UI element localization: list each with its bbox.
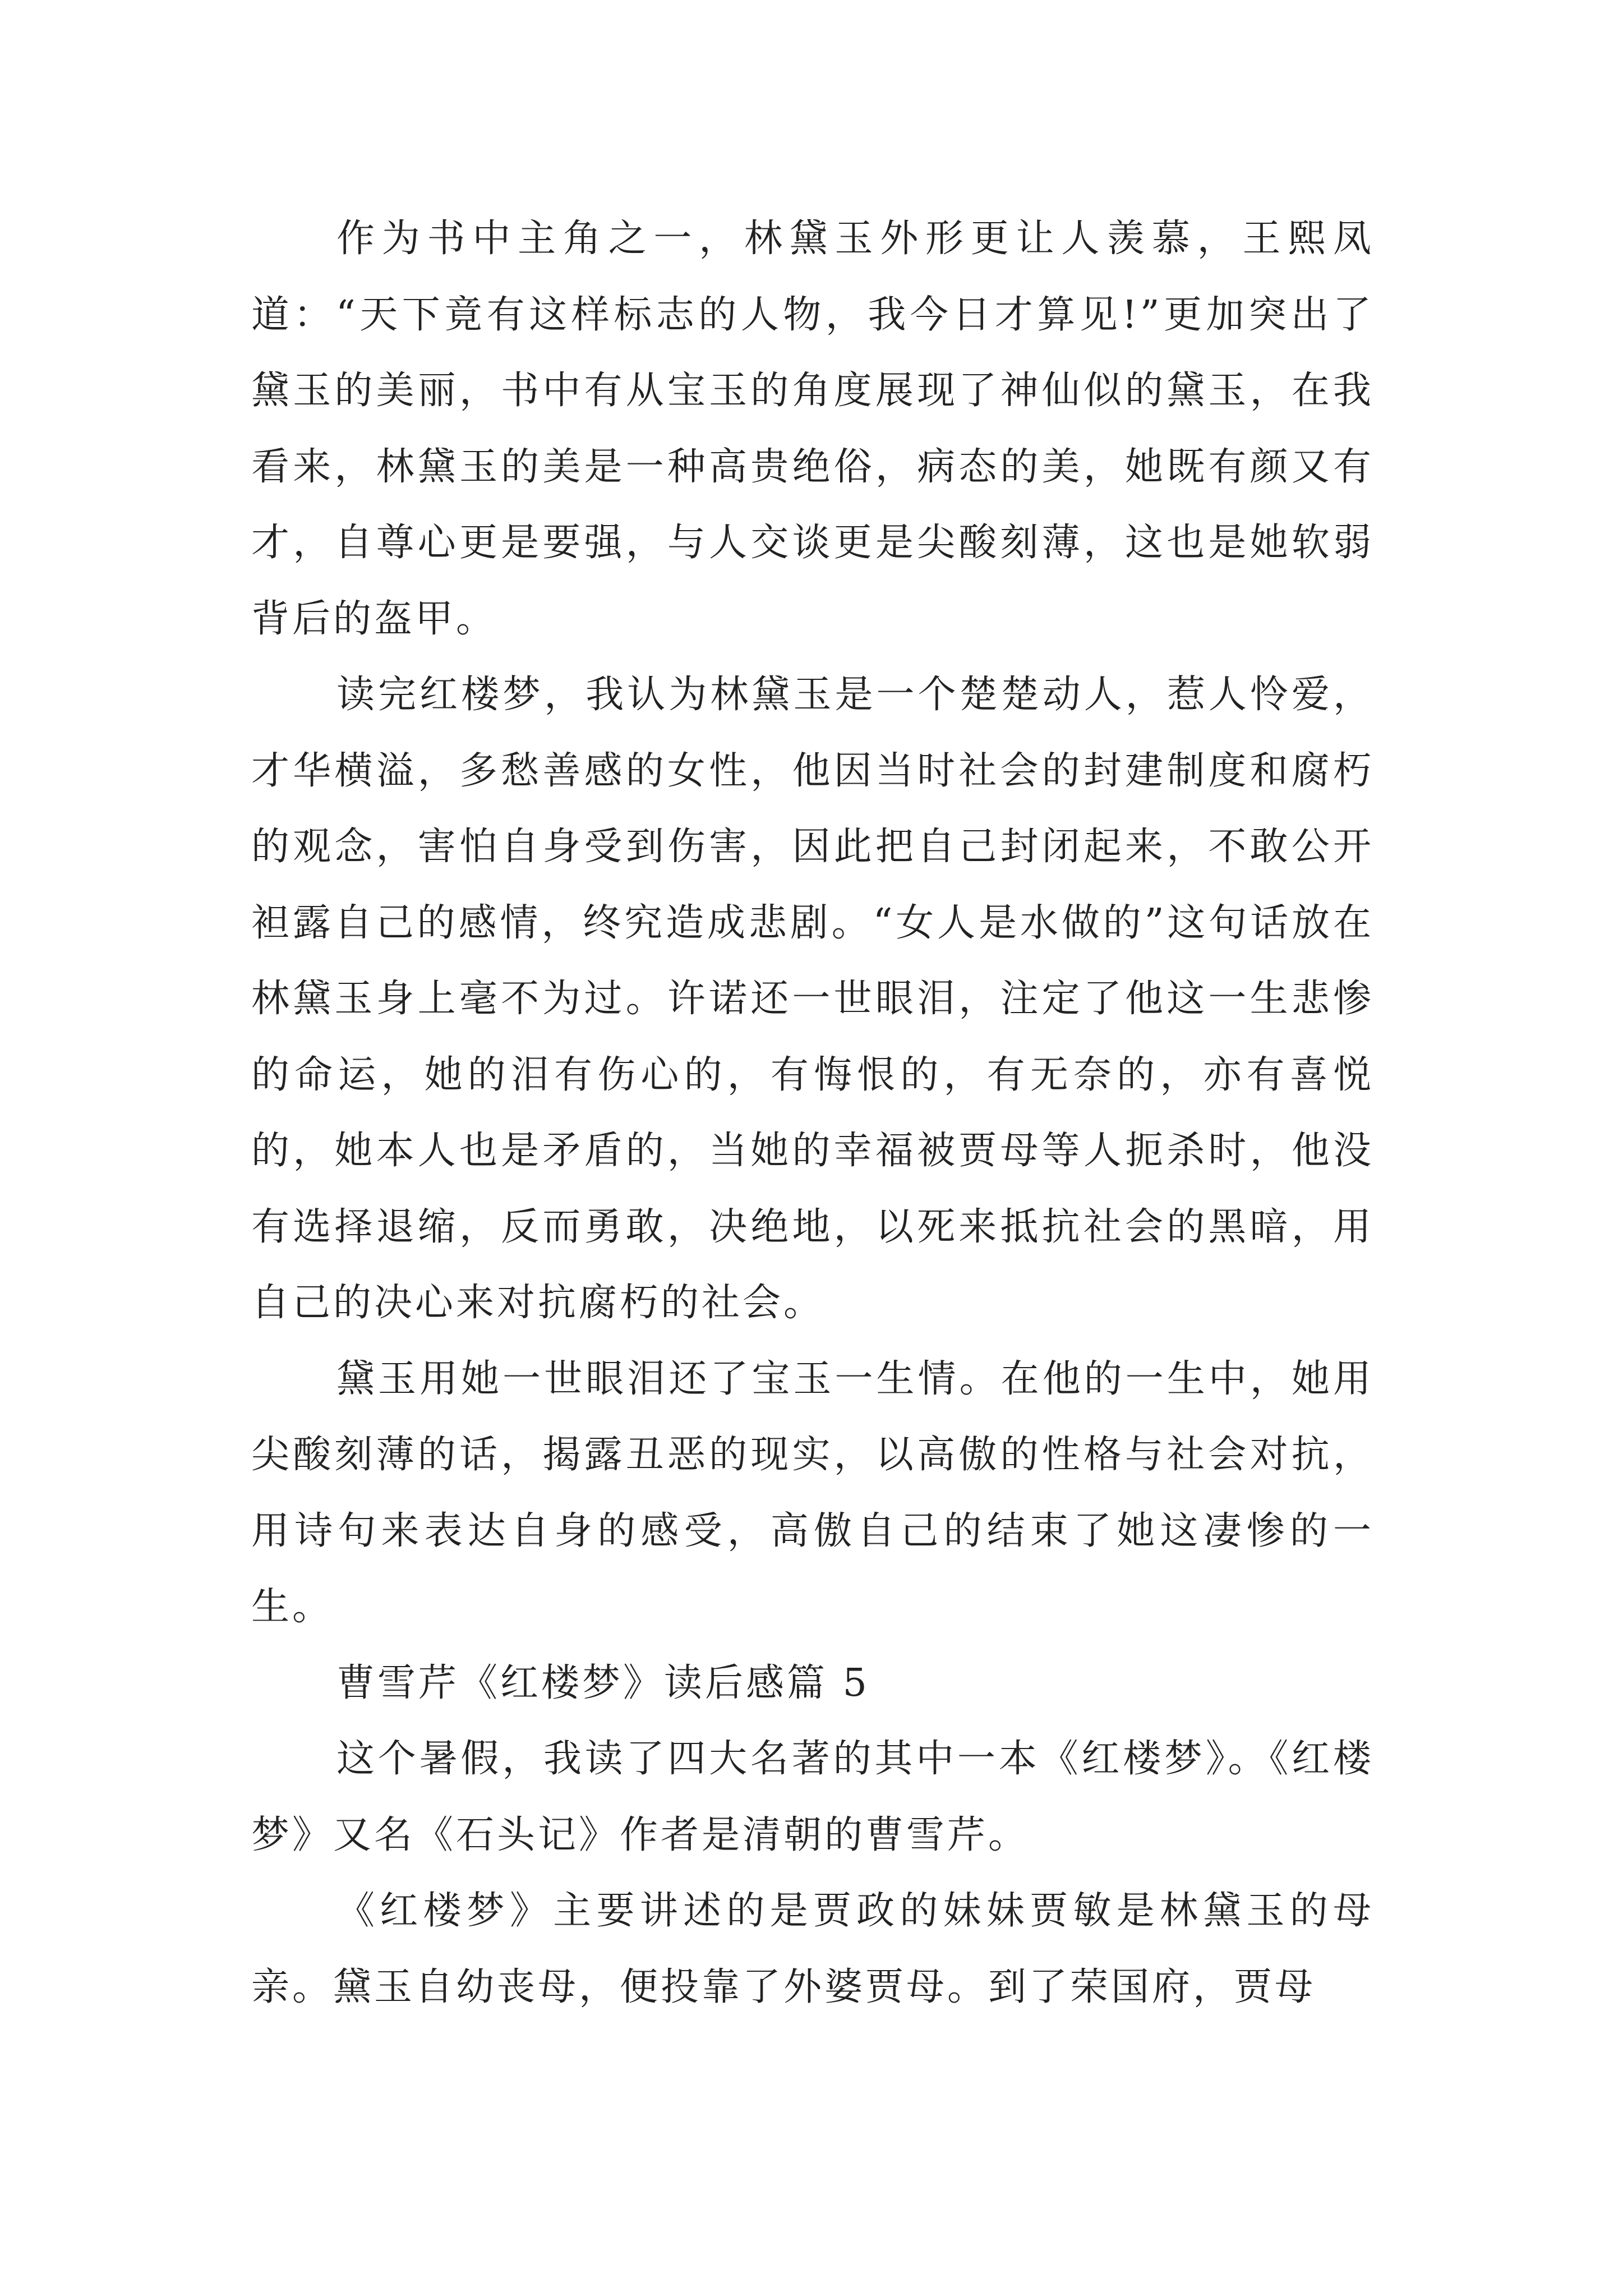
document-body [251,201,1374,2025]
section-heading: 曹雪芹《红楼梦》读后感篇 5 [336,1660,870,1705]
paragraph-summer-reading: 这个暑假，我读了四大名著的其中一本《红楼梦》。《红楼梦》又名《石头记》作者是清朝的曹雪芹。 [251,1737,1374,1857]
paragraph-story-summary: 《红楼梦》主要讲述的是贾政的妹妹贾敏是林黛玉的母亲。黛玉自幼丧母，便投靠了外婆贾母。到了荣国府，贾母 [251,1889,1374,2009]
paragraph-daiyu-character: 读完红楼梦，我认为林黛玉是一个楚楚动人，惹人怜爱，才华横溢，多愁善感的女性，他因当时社会的封建制度和腐朽的观念，害怕自身受到伤害，因此把自己封闭起来，不敢公开袒露自己的感情，终究造成悲剧。“女人是水做的”这句话放在林黛玉身上毫不为过。许诺还一世眼泪，注定了他这一生悲惨的命运，她的泪有伤心的，有悔恨的，有无奈的，亦有喜悦的，她本人也是矛盾的，当她的幸福被贾母等人扼杀时，他没有选择退缩，反而勇敢，决绝地，以死来抵抗社会的黑暗，用自己的决心来对抗腐朽的社会。 [251,673,1374,1325]
paragraph-daiyu-tears: 黛玉用她一世眼泪还了宝玉一生情。在他的一生中，她用尖酸刻薄的话，揭露丑恶的现实，以高傲的性格与社会对抗，用诗句来表达自身的感受，高傲自己的结束了她这凄惨的一生。 [251,1356,1374,1629]
paragraph-daiyu-appearance: 作为书中主角之一，林黛玉外形更让人羡慕，王熙凤道：“天下竟有这样标志的人物，我今日才算见!”更加突出了黛玉的美丽，书中有从宝玉的角度展现了神仙似的黛玉，在我看来，林黛玉的美是一种高贵绝俗，病态的美，她既有颜又有才，自尊心更是要强，与人交谈更是尖酸刻薄，这也是她软弱背后的盔甲。 [251,217,1374,641]
